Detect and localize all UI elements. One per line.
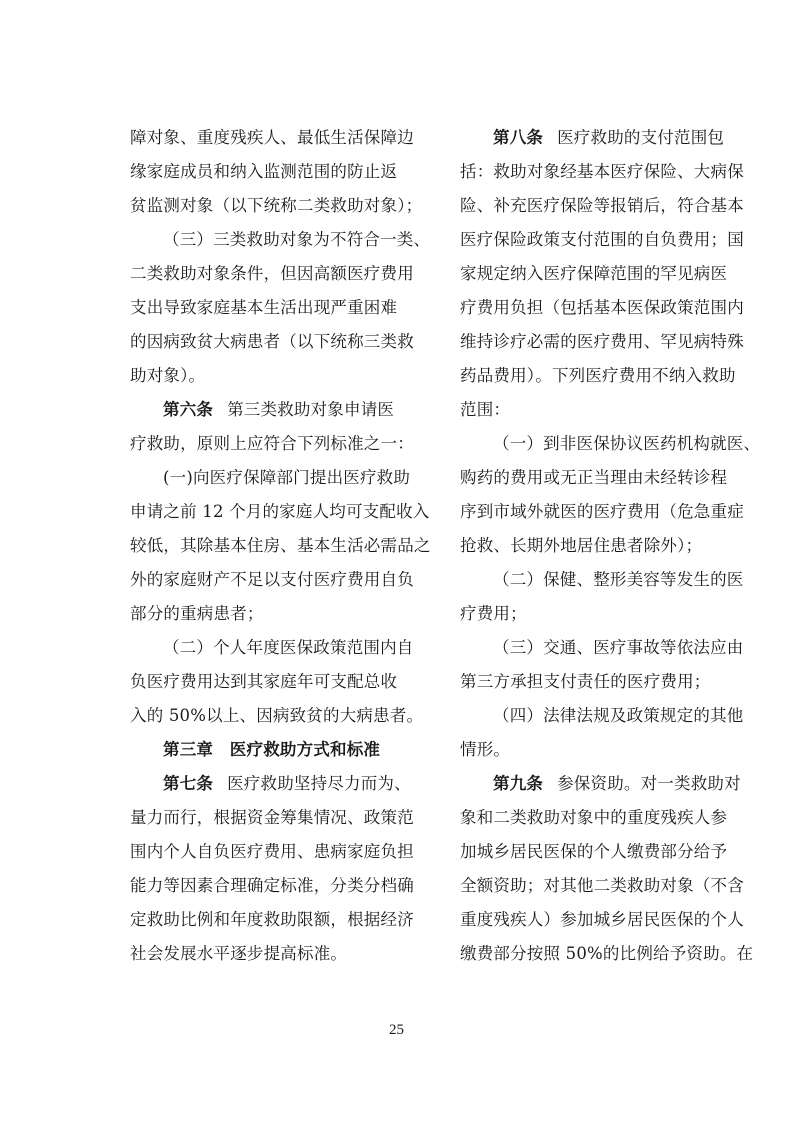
line-text: 外的家庭财产不足以支付医疗费用自负 (130, 570, 414, 589)
text-line (460, 121, 728, 155)
text-line (460, 427, 761, 461)
text-line (460, 597, 728, 631)
line-text: 序到市域外就医的医疗费用（危急重症 (460, 502, 744, 521)
line-text: 疗费用； (460, 604, 527, 623)
text-line (130, 529, 431, 563)
text-line (130, 155, 398, 189)
line-text: （三）交通、医疗事故等依法应由 (493, 638, 744, 657)
text-line (130, 563, 414, 597)
line-text: 助对象）。 (130, 366, 206, 385)
line-text: 第三方承担支付责任的医疗费用； (460, 672, 711, 691)
text-line (130, 665, 398, 699)
line-text: 全额资助；对其他二类救助对象（不含 (460, 876, 744, 895)
line-text: 维持诊疗必需的医疗费用、罕见病特殊 (460, 332, 744, 351)
text-line (460, 223, 744, 257)
article-number: 第九条 (493, 774, 544, 793)
text-line (460, 291, 744, 325)
text-line (130, 801, 414, 835)
line-text: 入的 50%以上、因病致贫的大病患者。 (130, 706, 424, 725)
line-text: 定救助比例和年度救助限额，根据经济 (130, 910, 414, 929)
text-line (130, 699, 424, 733)
line-text: 量力而行，根据资金筹集情况、政策范 (130, 808, 414, 827)
page-number: 25 (389, 1022, 404, 1038)
line-text: 障对象、重度残疾人、最低生活保障边 (130, 128, 414, 147)
line-text: 药品费用）。下列医疗费用不纳入救助 (460, 366, 736, 385)
chapter-heading: 第三章 医疗救助方式和标准 (163, 740, 381, 759)
line-text: 括：救助对象经基本医疗保险、大病保 (460, 162, 744, 181)
line-text: 的因病致贫大病患者（以下统称三类救 (130, 332, 414, 351)
text-line (460, 189, 744, 223)
text-line (460, 155, 744, 189)
line-text: 医疗救助的支付范围包 (557, 128, 725, 147)
line-text: 支出导致家庭基本生活出现严重困难 (130, 298, 398, 317)
article-number: 第六条 (163, 400, 214, 419)
line-text: 家规定纳入医疗保障范围的罕见病医 (460, 264, 728, 283)
text-line (460, 563, 744, 597)
text-line (130, 427, 414, 461)
line-text: 情形。 (460, 740, 511, 759)
article-number: 第八条 (493, 128, 544, 147)
text-line (130, 291, 398, 325)
text-line (130, 495, 430, 529)
text-line (460, 937, 754, 971)
text-line (460, 393, 728, 427)
text-line (460, 903, 744, 937)
text-line (130, 359, 398, 393)
text-line (130, 597, 398, 631)
text-line (130, 121, 414, 155)
line-text: 缘家庭成员和纳入监测范围的防止返 (130, 162, 398, 181)
line-text: 社会发展水平逐步提高标准。 (130, 944, 348, 963)
line-text: 参保资助。对一类救助对 (557, 774, 741, 793)
line-text: （四）法律法规及政策规定的其他 (493, 706, 744, 725)
line-text: 疗费用负担（包括基本医保政策范围内 (460, 298, 744, 317)
line-text: （二）保健、整形美容等发生的医 (493, 570, 744, 589)
text-line (460, 699, 744, 733)
article-number: 第七条 (163, 774, 214, 793)
text-line (460, 495, 744, 529)
line-text: （一）到非医保协议医药机构就医、 (493, 434, 761, 453)
line-text: （二）个人年度医保政策范围内自 (163, 638, 414, 657)
text-line (460, 733, 728, 767)
line-text: 购药的费用或无正当理由未经转诊程 (460, 468, 728, 487)
text-line (130, 631, 414, 665)
line-text: (一)向医疗保障部门提出医疗救助 (163, 468, 411, 487)
line-text: 申请之前 12 个月的家庭人均可支配收入 (130, 502, 430, 521)
text-line (130, 937, 398, 971)
text-line (130, 733, 398, 767)
line-text: （三）三类救助对象为不符合一类、 (163, 230, 431, 249)
line-text: 抢救、长期外地居住患者除外）； (460, 536, 703, 555)
text-line (460, 325, 744, 359)
text-line (460, 359, 736, 393)
left-text-column (130, 121, 431, 971)
line-text: 较低，其除基本住房、基本生活必需品之 (130, 536, 431, 555)
line-text: 能力等因素合理确定标准，分类分档确 (130, 876, 414, 895)
text-line (460, 665, 728, 699)
text-line (460, 461, 728, 495)
text-line (130, 325, 414, 359)
text-line (460, 869, 744, 903)
text-line (460, 529, 728, 563)
line-text: 医疗保险政策支付范围的自负费用；国 (460, 230, 744, 249)
text-line (130, 903, 414, 937)
line-text: 加城乡居民医保的个人缴费部分给予 (460, 842, 728, 861)
line-text: 重度残疾人）参加城乡居民医保的个人 (460, 910, 744, 929)
line-text: 医疗救助坚持尽力而为、 (227, 774, 411, 793)
line-text: 疗救助，原则上应符合下列标准之一： (130, 434, 414, 453)
text-line (130, 461, 411, 495)
text-line (460, 257, 728, 291)
line-text: 范围： (460, 400, 511, 419)
line-text: 险、补充医疗保险等报销后，符合基本 (460, 196, 744, 215)
text-line (130, 189, 423, 223)
line-text: 二类救助对象条件，但因高额医疗费用 (130, 264, 414, 283)
text-line (130, 767, 411, 801)
line-text: 第三类救助对象申请医 (227, 400, 395, 419)
line-text: 缴费部分按照 50%的比例给予资助。在 (460, 944, 754, 963)
line-text: 象和二类救助对象中的重度残疾人参 (460, 808, 728, 827)
text-line (460, 835, 728, 869)
text-line (130, 869, 414, 903)
text-line (460, 631, 744, 665)
line-text: 部分的重病患者； (130, 604, 264, 623)
text-line (460, 801, 728, 835)
text-line (460, 767, 741, 801)
text-line (130, 223, 431, 257)
line-text: 贫监测对象（以下统称二类救助对象）； (130, 196, 423, 215)
line-text: 围内个人自负医疗费用、患病家庭负担 (130, 842, 414, 861)
line-text: 负医疗费用达到其家庭年可支配总收 (130, 672, 398, 691)
text-line (130, 257, 414, 291)
text-line (130, 393, 398, 427)
right-text-column (460, 121, 761, 971)
text-line (130, 835, 414, 869)
